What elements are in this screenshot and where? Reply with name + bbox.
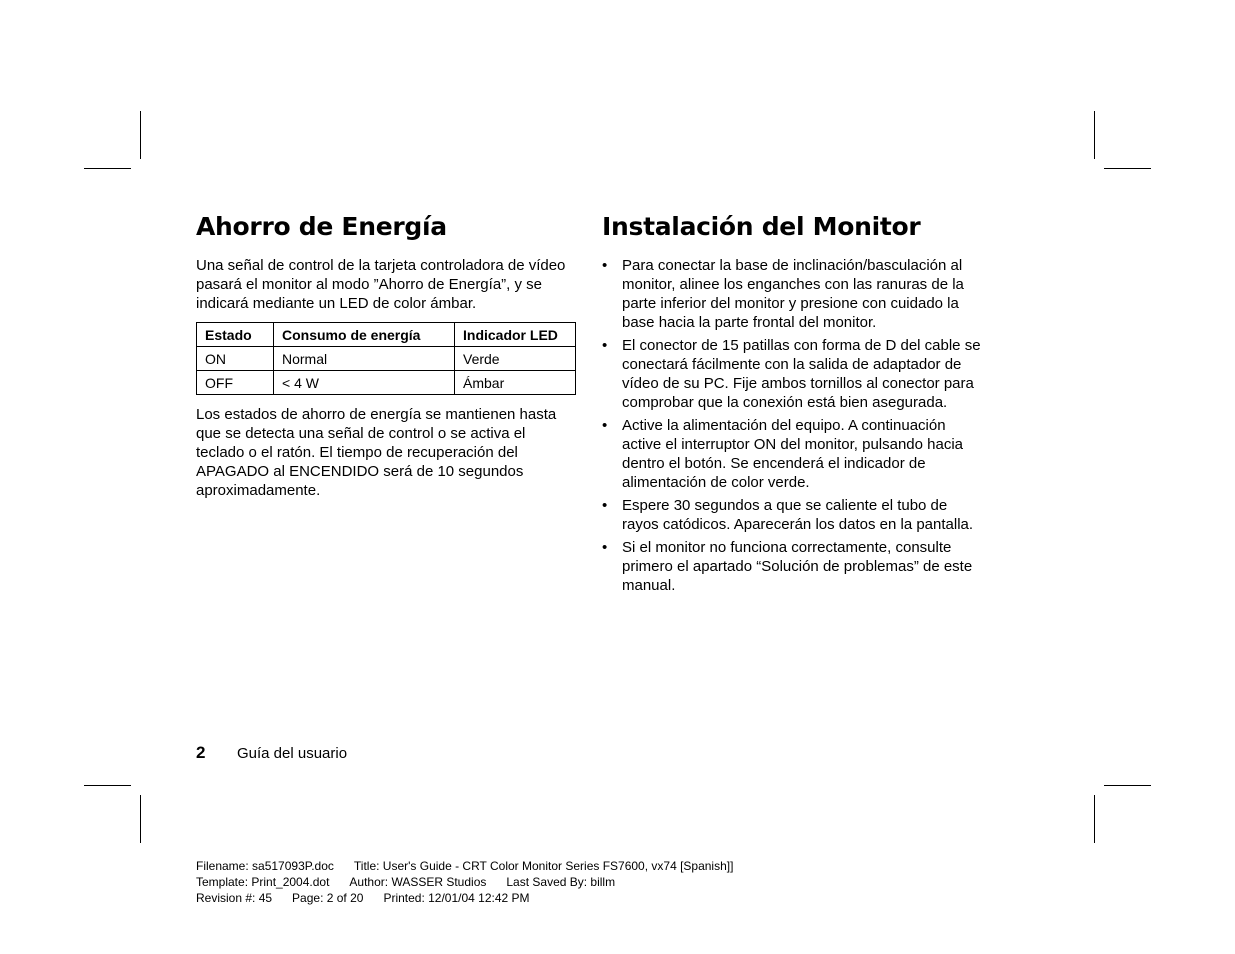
metadata-author: Author: WASSER Studios (349, 875, 487, 889)
energy-table (196, 322, 576, 395)
crop-mark-top-right-vertical (1094, 111, 1095, 159)
crop-mark-top-right-horizontal (1104, 168, 1151, 169)
list-item (602, 256, 982, 332)
bullet-icon: • (602, 257, 608, 274)
list-item-text: Active la alimentación del equipo. A continuación active el interruptor ON del monitor, pulsando hacia dentro el botón. Se encenderá el indicador de alimentación de color verde. (622, 417, 964, 491)
bullet-icon: • (602, 497, 608, 514)
table-row (197, 347, 576, 371)
list-item-text: Espere 30 segundos a que se caliente el tubo de rayos catódicos. Aparecerán los datos en la pantalla. (622, 497, 974, 533)
list-item (602, 336, 982, 412)
metadata-printed: Printed: 12/01/04 12:42 PM (383, 891, 530, 905)
list-item (602, 496, 982, 534)
table-cell: Normal (274, 347, 455, 371)
monitor-installation-heading: Instalación del Monitor (602, 212, 921, 241)
crop-mark-bottom-left-horizontal (84, 785, 131, 786)
metadata-line (196, 890, 753, 906)
energy-saving-intro: Una señal de control de la tarjeta controladora de vídeo pasará el monitor al modo ”Ahorro de Energía”, y se indicará mediante un LED de color ámbar. (196, 257, 566, 312)
header-consumo: Consumo de energía (274, 323, 455, 347)
running-title: Guía del usuario (237, 745, 348, 762)
table-cell: Ámbar (455, 371, 576, 395)
metadata-template: Template: Print_2004.dot (196, 875, 330, 889)
energy-saving-outro: Los estados de ahorro de energía se mantienen hasta que se detecta una señal de control o se activa el teclado o el ratón. El tiempo de recuperación del APAGADO al ENCENDIDO será de 10 segundos aproximadamente. (196, 406, 557, 499)
crop-mark-bottom-right-vertical (1094, 795, 1095, 843)
table-cell: < 4 W (274, 371, 455, 395)
crop-mark-bottom-left-vertical (140, 795, 141, 843)
metadata-filename: Filename: sa517093P.doc (196, 859, 334, 873)
metadata-revision: Revision #: 45 (196, 891, 273, 905)
energy-saving-heading: Ahorro de Energía (196, 212, 447, 241)
metadata-page: Page: 2 of 20 (292, 891, 364, 905)
page-number: 2 (196, 743, 206, 762)
metadata-title: Title: User's Guide - CRT Color Monitor Series FS7600, vx74 [Spanish]] (353, 859, 734, 873)
list-item-text: Si el monitor no funciona correctamente, consulte primero el apartado “Solución de problemas” de este manual. (622, 539, 973, 594)
header-estado: Estado (197, 323, 274, 347)
list-item-text: Para conectar la base de inclinación/basculación al monitor, alinee los enganches con las ranuras de la parte inferior del monitor y presione con cuidado la base hacia la parte frontal del monitor. (622, 257, 964, 331)
energy-table-header-row (197, 323, 576, 347)
crop-mark-top-left-vertical (140, 111, 141, 159)
metadata-line (196, 858, 753, 874)
bullet-icon: • (602, 337, 608, 354)
header-indicador: Indicador LED (455, 323, 576, 347)
crop-mark-top-left-horizontal (84, 168, 131, 169)
document-metadata (196, 858, 753, 906)
table-cell: ON (197, 347, 274, 371)
bullet-icon: • (602, 417, 608, 434)
bullet-icon: • (602, 539, 608, 556)
metadata-line (196, 874, 753, 890)
list-item-text: El conector de 15 patillas con forma de D del cable se conectará fácilmente con la salida de adaptador de vídeo de su PC. Fije ambos tornillos al conector para comprobar que la conexión está bien asegurada. (622, 337, 981, 411)
installation-steps-list (602, 256, 982, 599)
table-cell: Verde (455, 347, 576, 371)
crop-mark-bottom-right-horizontal (1104, 785, 1151, 786)
metadata-last-saved: Last Saved By: billm (506, 875, 616, 889)
list-item (602, 416, 982, 492)
list-item (602, 538, 982, 595)
table-cell: OFF (197, 371, 274, 395)
table-row (197, 371, 576, 395)
